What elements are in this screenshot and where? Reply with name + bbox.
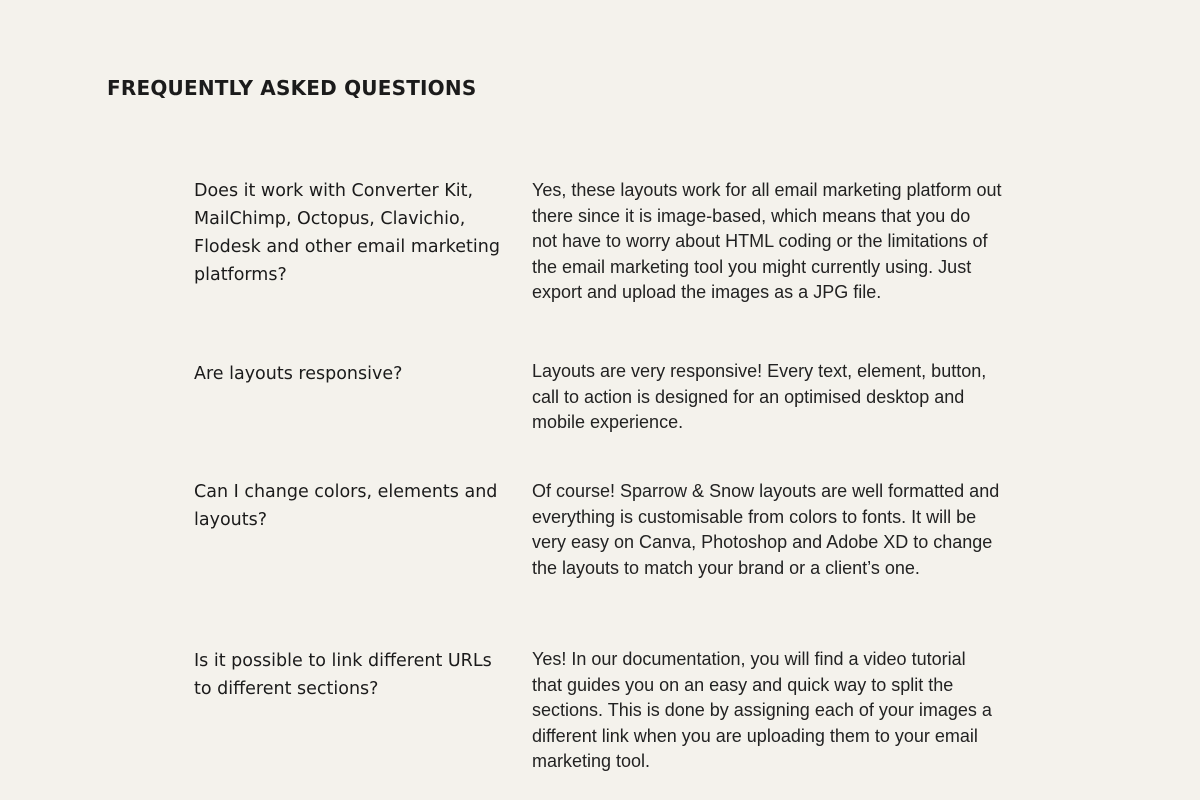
faq-answer-1: Yes, these layouts work for all email marketing platform out there since it is image-based, which means that you do not have to worry about HTML coding or the limitations of the email marketing tool you might currently using. Just export and upload the images as a JPG file. xyxy=(532,180,1002,302)
faq-answer-4: Yes! In our documentation, you will find a video tutorial that guides you on an easy and quick way to split the sections. This is done by assigning each of your images a different link when you are uploading them to your email marketing tool. xyxy=(532,649,992,771)
faq-question-2: Are layouts responsive? xyxy=(194,364,403,384)
faq-question-3: Can I change colors, elements and layouts? xyxy=(194,482,498,530)
faq-question-1: Does it work with Converter Kit, MailChimp, Octopus, Clavichio, Flodesk and other email marketing platforms? xyxy=(194,181,500,285)
faq-answer-2: Layouts are very responsive! Every text, element, button, call to action is designed for an optimised desktop and mobile experience. xyxy=(532,361,987,432)
page-title: FREQUENTLY ASKED QUESTIONS xyxy=(107,76,477,100)
faq-question-4: Is it possible to link different URLs to different sections? xyxy=(194,651,492,699)
faq-answer-3: Of course! Sparrow & Snow layouts are well formatted and everything is customisable from colors to fonts. It will be very easy on Canva, Photoshop and Adobe XD to change the layouts to match your brand or a client’s one. xyxy=(532,481,1000,578)
